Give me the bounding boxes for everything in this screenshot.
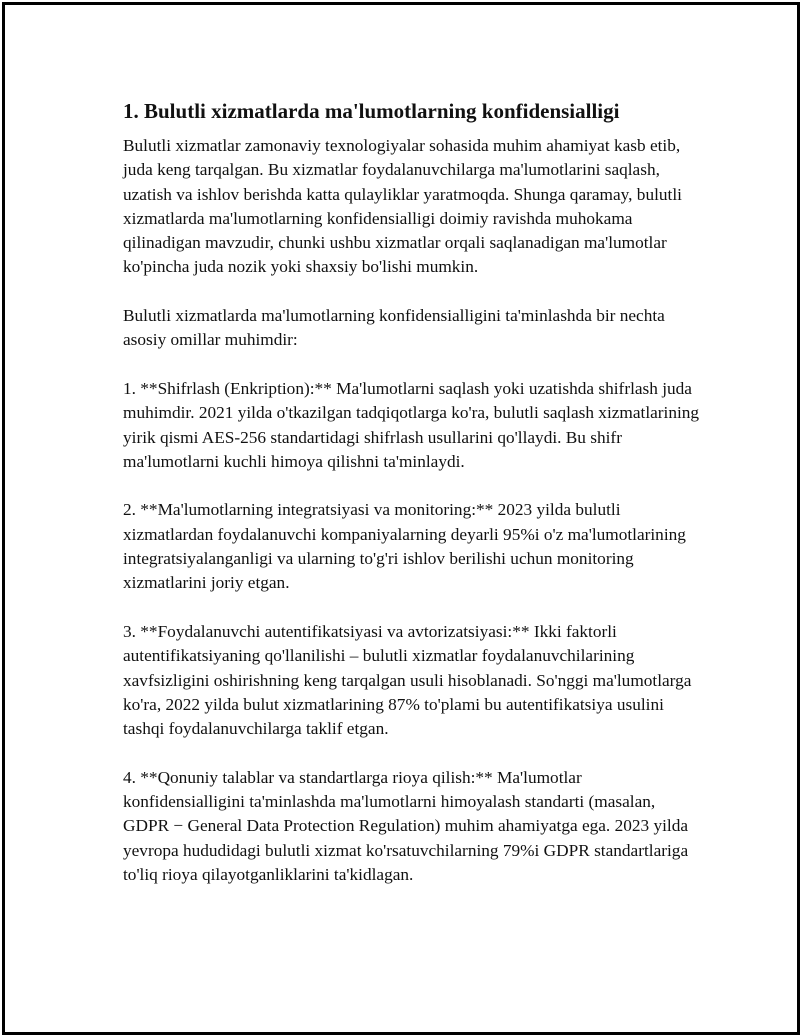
paragraph-factors-lead: Bulutli xizmatlarda ma'lumotlarning konfidensialligini ta'minlashda bir nechta asosiy omillar muhimdir: [123, 306, 665, 350]
paragraph-intro: Bulutli xizmatlar zamonaviy texnologiyalar sohasida muhim ahamiyat kasb etib, juda keng tarqalgan. Bu xizmatlar foydalanuvchilarga ma'lumotlarini saqlash, uzatish va ishlov berishda katta qulayliklar yaratmoqda. Shunga qaramay, bulutli xizmatlarda ma'lumotlarning konfidensialligi doimiy ravishda muhokama qilinadigan mavzudir, chunki ushbu xizmatlar orqali saqlanadigan ma'lumotlar ko'pincha juda nozik yoki shaxsiy bo'lishi mumkin. [123, 136, 682, 277]
document-title: 1. Bulutli xizmatlarda ma'lumotlarning konfidensialligi [123, 99, 620, 123]
page-frame [2, 2, 800, 1035]
list-item-legal-standards: 4. **Qonuniy talablar va standartlarga rioya qilish:** Ma'lumotlar konfidensialligini ta'minlashda ma'lumotlarni himoyalash standarti (masalan, GDPR − General Data Protection Regulation) muhim ahamiyatga ega. 2023 yilda yevropa hududidagi bulutli xizmat ko'rsatuvchilarning 79%i GDPR standartlariga to'liq rioya qilayotganliklarini ta'kidlagan. [123, 767, 689, 884]
list-item-integration-monitoring: 2. **Ma'lumotlarning integratsiyasi va monitoring:** 2023 yilda bulutli xizmatlardan foydalanuvchi kompaniyalarning deyarli 95%i o'z ma'lumotlarining integratsiyalanganligi va ularning to'g'ri ishlov berilishi uchun monitoring xizmatlarini joriy etgan. [123, 500, 686, 593]
list-item-authentication: 3. **Foydalanuvchi autentifikatsiyasi va avtorizatsiyasi:** Ikki faktorli autentifikatsiyaning qo'llanilishi – bulutli xizmatlar foydalanuvchilarining xavfsizligini oshirishning keng tarqalgan usuli hisoblanadi. So'nggi ma'lumotlarga ko'ra, 2022 yilda bulut xizmatlarining 87% to'plami bu autentifikatsiya usulini tashqi foydalanuvchilarga taklif etgan. [123, 621, 692, 739]
document-body [123, 97, 705, 912]
list-item-encryption: 1. **Shifrlash (Enkription):** Ma'lumotlarni saqlash yoki uzatishda shifrlash juda muhimdir. 2021 yilda o'tkazilgan tadqiqotlarga ko'ra, bulutli saqlash xizmatlarining yirik qismi AES-256 standartidagi shifrlash usullarini qo'llaydi. Bu shifr ma'lumotlarni kuchli himoya qilishni ta'minlaydi. [123, 378, 700, 471]
